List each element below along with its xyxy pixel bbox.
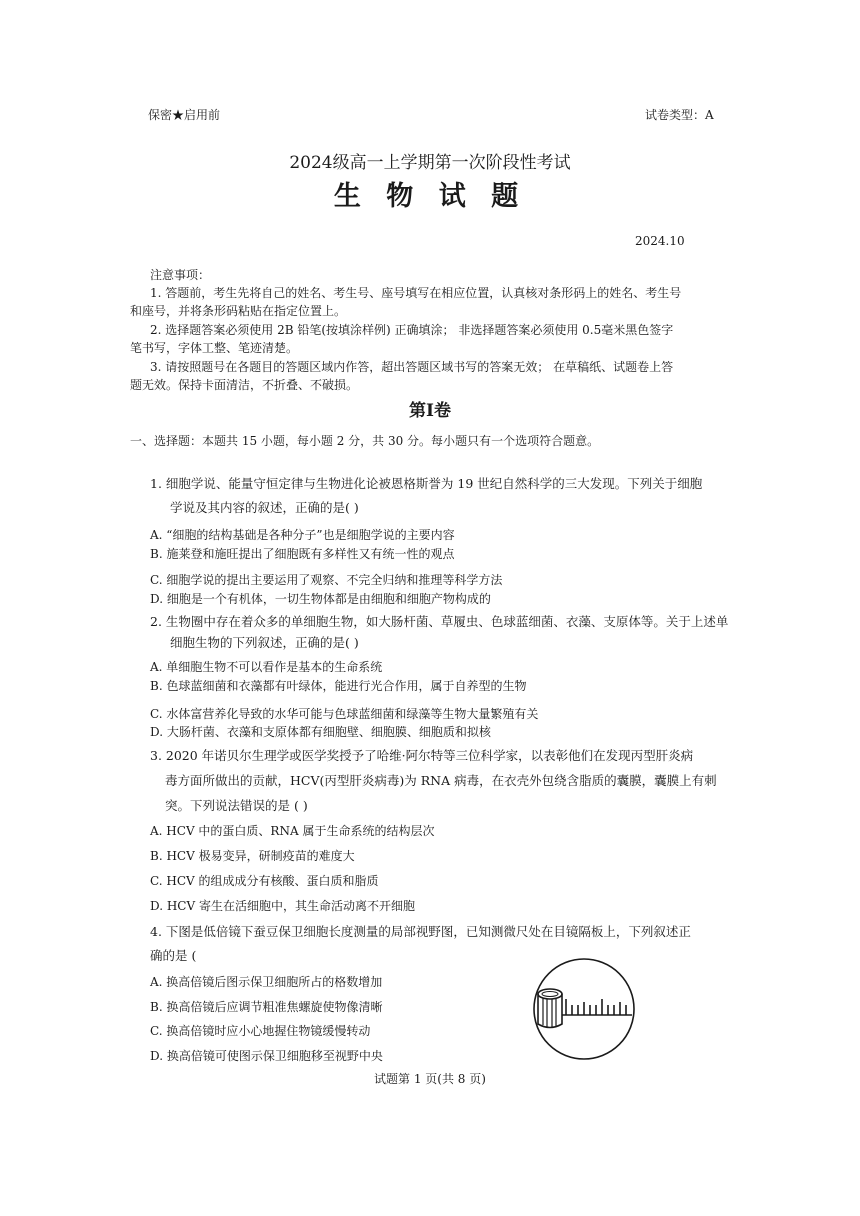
section-instructions: 一、选择题：本题共 15 小题，每小题 2 分，共 30 分。每小题只有一个选项符合题意。 — [130, 434, 600, 448]
question-1-option-a: A. “细胞的结构基础是各种分子”也是细胞学说的主要内容 — [150, 528, 455, 542]
note-3-line-2: 题无效。保持卡面清洁，不折叠、不破损。 — [130, 378, 359, 392]
question-3-stem: 3. 2020 年诺贝尔生理学或医学奖授予了哈维·阿尔特等三位科学家，以表彰他们在发现丙型肝炎病 — [150, 748, 694, 763]
section-title: 第Ⅰ卷 — [409, 401, 451, 421]
question-3-option-a: A. HCV 中的蛋白质、RNA 属于生命系统的结构层次 — [150, 824, 435, 838]
question-3-option-c: C. HCV 的组成成分有核酸、蛋白质和脂质 — [150, 874, 379, 888]
note-2-line-1: 2. 选择题答案必须使用 2B 铅笔(按填涂样例) 正确填涂； 非选择题答案必须使用 0.5毫米黑色签字 — [150, 323, 674, 337]
question-4-stem: 4. 下图是低倍镜下蚕豆保卫细胞长度测量的局部视野图，已知测微尺处在目镜隔板上，下列叙述正 — [150, 924, 691, 939]
question-4-stem-cont: 确的是 ( — [150, 948, 197, 963]
confidential-label: 保密★启用前 — [148, 108, 221, 122]
subject-title: 生 物 试 题 — [333, 181, 527, 212]
page-footer: 试题第 1 页(共 8 页) — [374, 1072, 486, 1086]
question-3-option-b: B. HCV 极易变异，研制疫苗的难度大 — [150, 849, 355, 863]
question-1-stem: 1. 细胞学说、能量守恒定律与生物进化论被恩格斯誉为 19 世纪自然科学的三大发现。下列关于细胞 — [150, 476, 703, 491]
note-1-line-2: 和座号，并将条形码粘贴在指定位置上。 — [130, 304, 347, 318]
question-2-option-d: D. 大肠杆菌、衣藻和支原体都有细胞壁、细胞膜、细胞质和拟核 — [150, 725, 491, 739]
question-4-option-b: B. 换高倍镜后应调节粗准焦螺旋使物像清晰 — [150, 1000, 383, 1014]
question-2-option-c: C. 水体富营养化导致的水华可能与色球蓝细菌和绿藻等生物大量繁殖有关 — [150, 707, 539, 721]
microscope-view-figure — [530, 955, 638, 1063]
note-1-line-1: 1. 答题前，考生先将自己的姓名、考生号、座号填写在相应位置，认真核对条形码上的姓名、考生号 — [150, 286, 682, 300]
note-3-line-1: 3. 请按照题号在各题目的答题区域内作答，超出答题区域书写的答案无效； 在草稿纸、试题卷上答 — [150, 360, 674, 374]
question-4-option-c: C. 换高倍镜时应小心地握住物镜缓慢转动 — [150, 1024, 371, 1038]
question-4-option-a: A. 换高倍镜后图示保卫细胞所占的格数增加 — [150, 975, 383, 989]
question-2-option-a: A. 单细胞生物不可以看作是基本的生命系统 — [150, 660, 383, 674]
question-1-option-d: D. 细胞是一个有机体，一切生物体都是由细胞和细胞产物构成的 — [150, 592, 491, 606]
micrometer-scale — [562, 999, 632, 1015]
question-2-option-b: B. 色球蓝细菌和衣藻都有叶绿体，能进行光合作用，属于自养型的生物 — [150, 679, 527, 693]
question-4-option-d: D. 换高倍镜可使图示保卫细胞移至视野中央 — [150, 1049, 383, 1063]
notes-heading: 注意事项： — [150, 268, 211, 282]
exam-date: 2024.10 — [635, 234, 685, 248]
guard-cell-icon — [538, 989, 562, 1028]
question-1-option-b: B. 施莱登和施旺提出了细胞既有多样性又有统一性的观点 — [150, 547, 455, 561]
question-2-stem-cont: 细胞生物的下列叙述，正确的是( ) — [170, 635, 359, 650]
question-3-stem-cont-2: 突。下列说法错误的是 ( ) — [165, 798, 308, 813]
note-2-line-2: 笔书写，字体工整、笔迹清楚。 — [130, 341, 299, 355]
question-3-option-d: D. HCV 寄生在活细胞中，其生命活动离不开细胞 — [150, 899, 415, 913]
question-3-stem-cont-1: 毒方面所做出的贡献，HCV(丙型肝炎病毒)为 RNA 病毒，在衣壳外包绕含脂质的囊膜，囊膜上有刺 — [165, 773, 717, 788]
question-1-option-c: C. 细胞学说的提出主要运用了观察、不完全归纳和推理等科学方法 — [150, 573, 503, 587]
exam-title: 2024级高一上学期第一次阶段性考试 — [289, 153, 571, 173]
question-1-stem-cont: 学说及其内容的叙述，正确的是( ) — [170, 500, 359, 515]
paper-type-label: 试卷类型：A — [645, 108, 714, 122]
question-2-stem: 2. 生物圈中存在着众多的单细胞生物，如大肠杆菌、草履虫、色球蓝细菌、衣藻、支原体等。关于上述单 — [150, 614, 729, 629]
